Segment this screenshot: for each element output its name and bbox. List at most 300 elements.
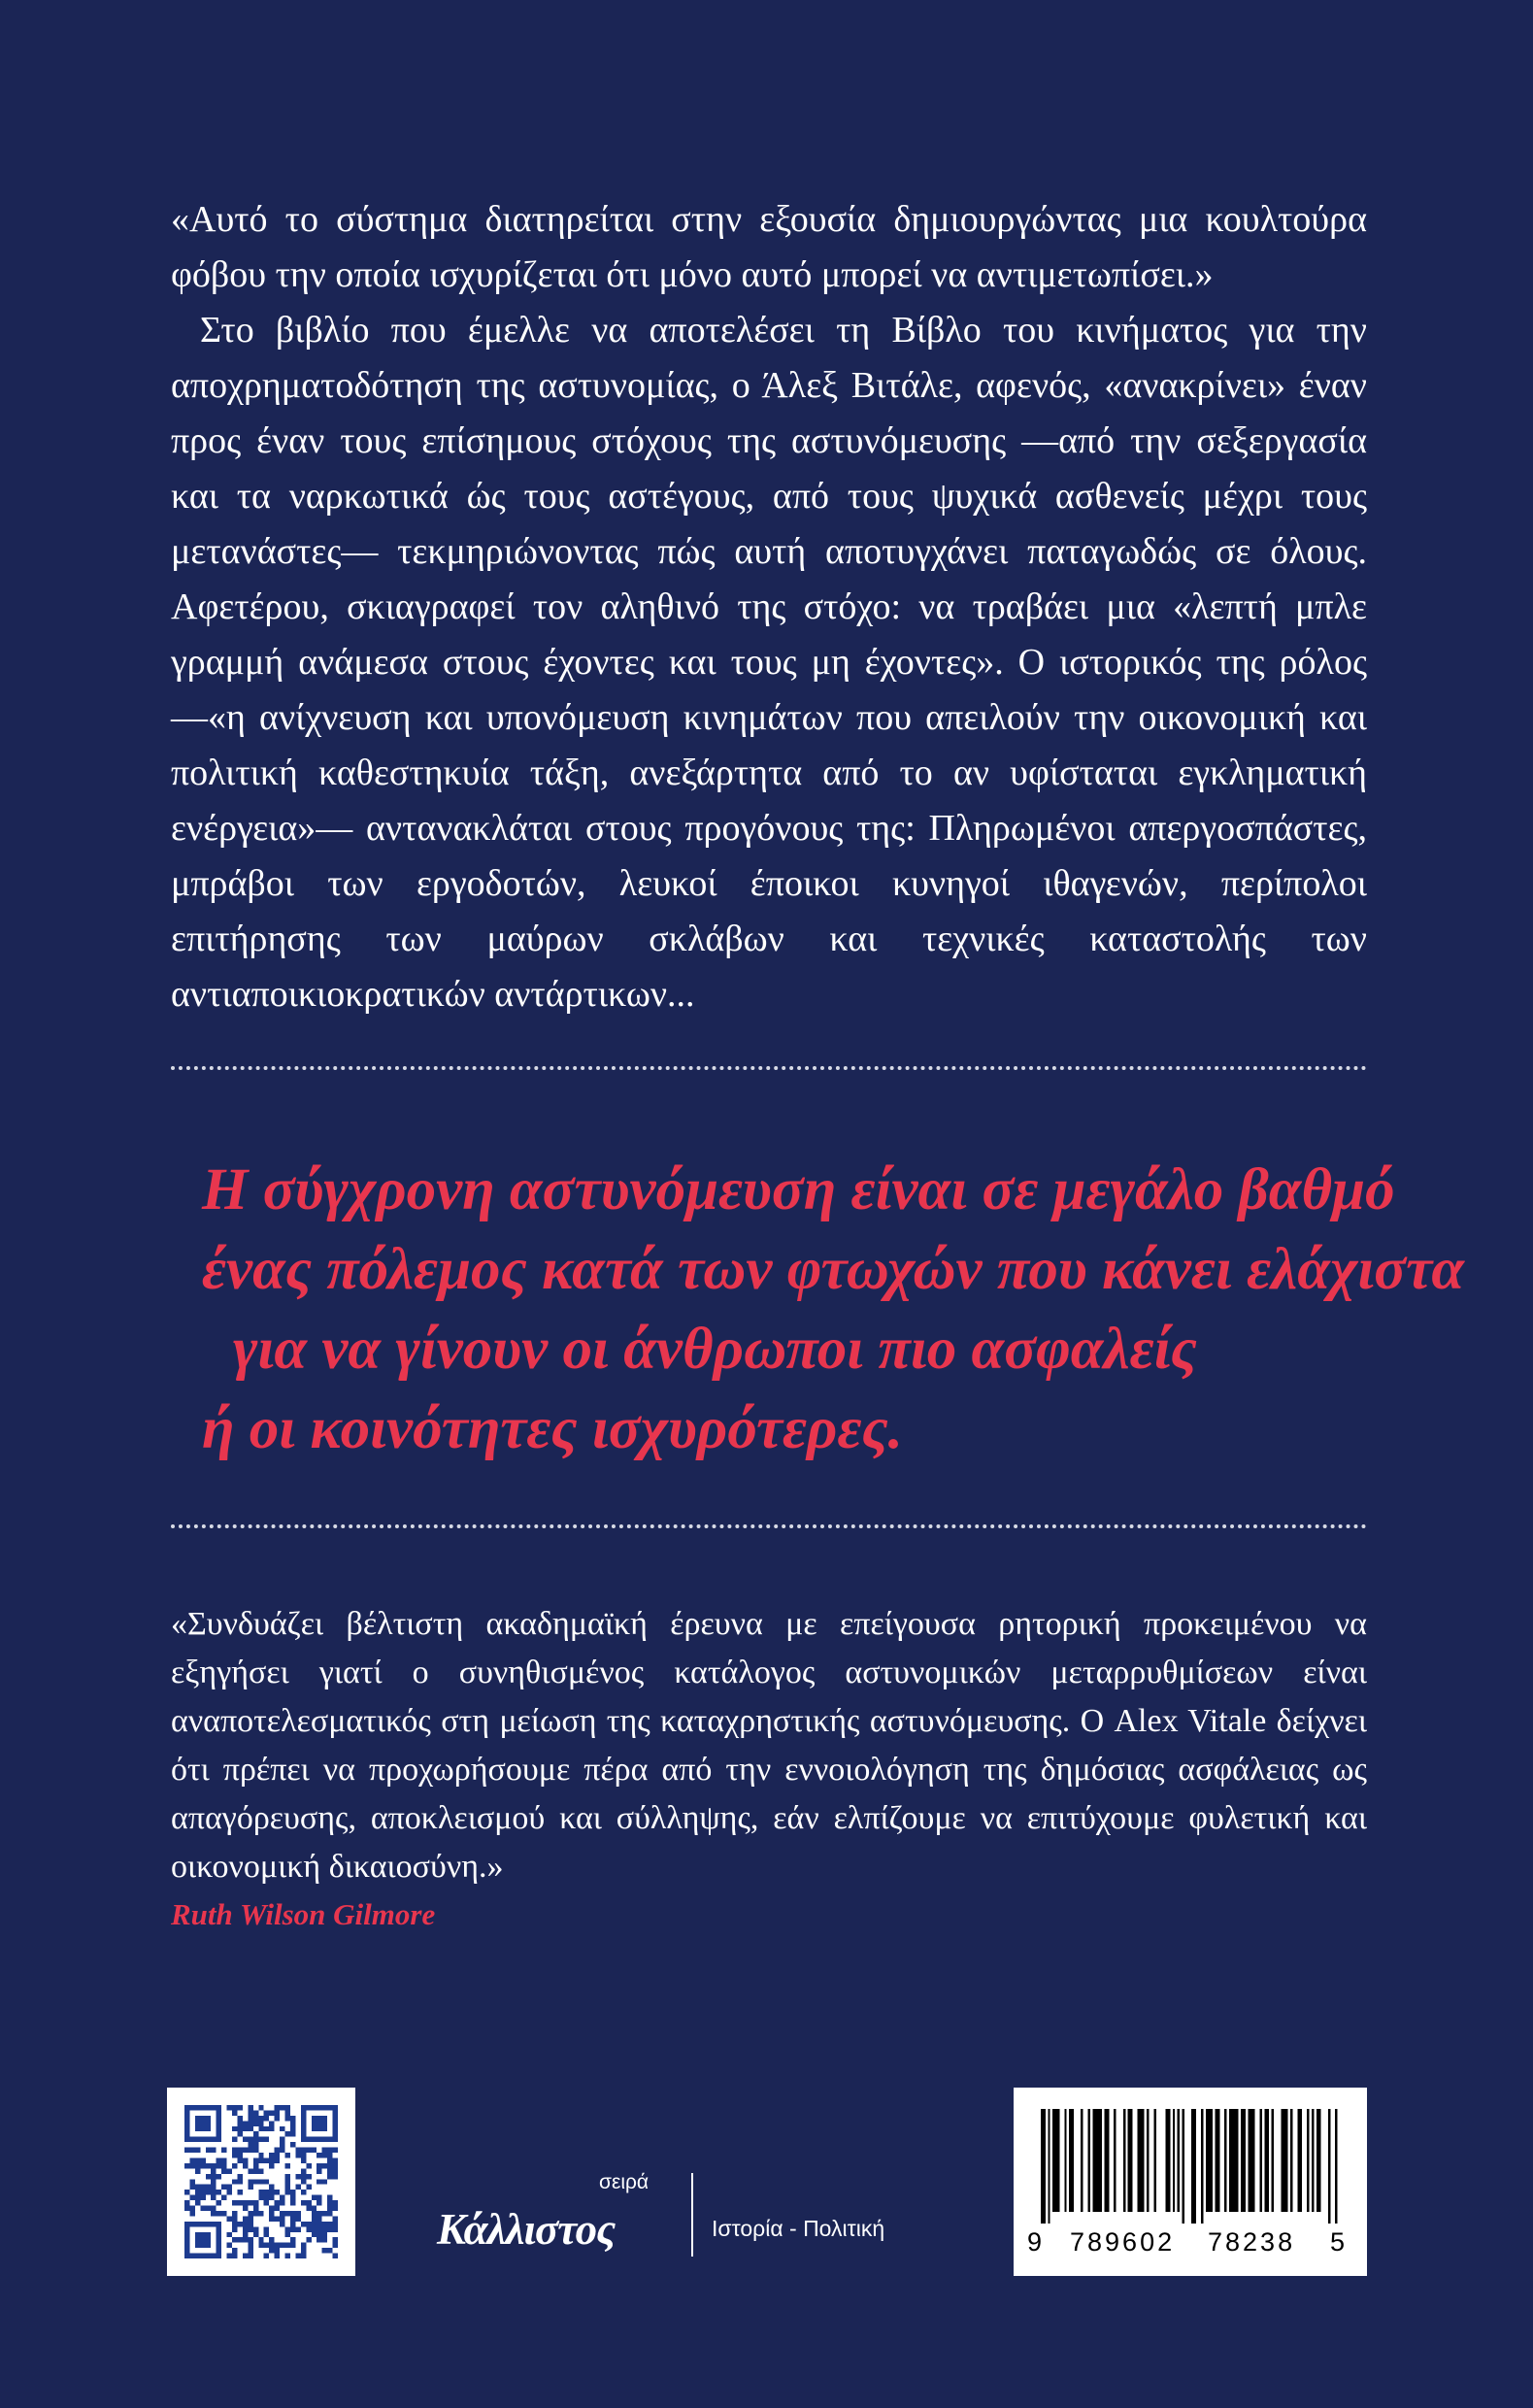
qr-module (200, 2126, 205, 2131)
barcode-bar (1114, 2109, 1116, 2212)
qr-module (237, 2153, 242, 2157)
qr-module (290, 2190, 295, 2194)
qr-module (232, 2254, 237, 2258)
qr-module (264, 2254, 269, 2258)
qr-module (258, 2211, 263, 2216)
qr-module (327, 2222, 332, 2226)
qr-module (295, 2226, 300, 2231)
qr-module (333, 2222, 338, 2226)
qr-module (317, 2195, 321, 2200)
qr-module (217, 2110, 221, 2115)
qr-module (221, 2195, 226, 2200)
barcode-bar (1088, 2109, 1090, 2212)
qr-module (217, 2157, 221, 2162)
qr-module (206, 2116, 211, 2121)
qr-module (206, 2163, 211, 2168)
qr-module (184, 2243, 189, 2248)
qr-module (295, 2153, 300, 2157)
qr-module (195, 2190, 200, 2194)
qr-module (312, 2226, 317, 2231)
qr-module (248, 2200, 252, 2205)
qr-module (200, 2137, 205, 2142)
qr-module (322, 2211, 327, 2216)
review-attribution: Ruth Wilson Gilmore (171, 1897, 436, 1931)
qr-module (184, 2232, 189, 2237)
qr-code (167, 2088, 355, 2276)
qr-module (290, 2226, 295, 2231)
qr-module (211, 2195, 216, 2200)
qr-module (248, 2116, 252, 2121)
pull-quote-line-3: για να γίνουν οι άνθρωποι πιο ασφαλείς (233, 1317, 1197, 1382)
qr-module (285, 2254, 290, 2258)
qr-module (206, 2126, 211, 2131)
qr-module (248, 2121, 252, 2125)
barcode-bar (1128, 2109, 1133, 2212)
qr-module (269, 2216, 274, 2221)
qr-module (333, 2126, 338, 2131)
qr-module (217, 2126, 221, 2131)
qr-module (333, 2216, 338, 2221)
qr-module (290, 2222, 295, 2226)
qr-module (327, 2148, 332, 2153)
barcode-bar (1260, 2109, 1262, 2212)
qr-module (327, 2248, 332, 2253)
qr-module (253, 2131, 258, 2136)
barcode-bar (1183, 2109, 1184, 2224)
qr-module (290, 2200, 295, 2205)
qr-module (211, 2185, 216, 2190)
qr-module (312, 2137, 317, 2142)
qr-module (189, 2157, 194, 2162)
qr-module (206, 2185, 211, 2190)
blurb-body: Στο βιβλίο που έμελλε να αποτελέσει τη Βίβλο του κινήματος για την αποχρηματοδότηση της αστυνομίας, ο Άλεξ Βιτάλε, αφενός, «ανακρίνει» έναν προς έναν τους επίσημους στόχους της αστυνόμευσης —από την σεξεργασία και τα ναρκωτικά ώς τους αστέγους, από τους ψυχικά ασθενείς μέχρι τους μετανάστες— τεκμηριώνοντας πώς αυτή αποτυγχάνει παταγωδώς σε όλους. Αφετέρου, σκιαγραφεί τον αληθινό της στόχο: να τραβάει μια «λεπτή μπλε γραμμή ανάμεσα στους έχοντες και τους μη έχοντες». Ο ιστορικός της ρόλος —«η ανίχνευση και υπονόμευση κινημάτων που απειλούν την οικονομική και πολιτική καθεστηκυία τάξη, ανεξάρτητα από το αν υφίσταται εγκληματική ενέργεια»— αντανακλάται στους προγόνους της: Πληρωμένοι απεργοσπάστες, μπράβοι των εργοδοτών, λευκοί έποικοι κυνηγοί ιθαγενών, περίπολοι επιτήρησης των μαύρων σκλάβων και τεχνικές καταστολής των αντιαποικιοκρατικών αντάρτικων... (171, 310, 1367, 1015)
qr-module (237, 2148, 242, 2153)
qr-module (200, 2206, 205, 2211)
qr-module (264, 2195, 269, 2200)
qr-module (184, 2237, 189, 2242)
barcode-bar (1104, 2109, 1109, 2212)
qr-module (285, 2110, 290, 2115)
qr-module (264, 2116, 269, 2121)
qr-module (322, 2153, 327, 2157)
barcode-digits-right: 78238 (1208, 2227, 1296, 2257)
qr-module (217, 2105, 221, 2110)
qr-module (264, 2179, 269, 2184)
qr-module (280, 2195, 284, 2200)
qr-module (275, 2243, 280, 2248)
qr-module (184, 2105, 189, 2110)
qr-module (312, 2116, 317, 2121)
blurb-quote: «Αυτό το σύστημα διατηρείται στην εξουσία δημιουργώντας μια κουλτούρα φόβου την οποία ισχυρίζεται ότι μόνο αυτό μπορεί να αντιμετωπίσει.» (171, 199, 1367, 295)
qr-module (211, 2105, 216, 2110)
qr-module (227, 2216, 232, 2221)
qr-module (269, 2237, 274, 2242)
qr-module (290, 2121, 295, 2125)
qr-module (217, 2116, 221, 2121)
qr-module (217, 2131, 221, 2136)
qr-module (285, 2163, 290, 2168)
barcode-bar (1224, 2109, 1226, 2212)
barcode-bar (1166, 2109, 1171, 2212)
qr-module (221, 2185, 226, 2190)
qr-module (301, 2110, 306, 2115)
qr-module (195, 2121, 200, 2125)
qr-module (184, 2137, 189, 2142)
qr-module (211, 2190, 216, 2194)
qr-module (264, 2243, 269, 2248)
qr-module (232, 2211, 237, 2216)
qr-module (232, 2148, 237, 2153)
qr-module (200, 2157, 205, 2162)
qr-module (184, 2131, 189, 2136)
barcode-bar (1281, 2109, 1287, 2212)
barcode-bar (1041, 2109, 1046, 2224)
qr-module (211, 2148, 216, 2153)
qr-module (248, 2137, 252, 2142)
barcode-bar (1147, 2109, 1149, 2212)
qr-module (280, 2126, 284, 2131)
qr-module (232, 2153, 237, 2157)
qr-module (312, 2211, 317, 2216)
qr-module (264, 2110, 269, 2115)
qr-module (312, 2121, 317, 2125)
qr-module (248, 2148, 252, 2153)
qr-module (189, 2185, 194, 2190)
barcode-bar (1153, 2109, 1155, 2212)
barcode-bar (1248, 2109, 1254, 2212)
qr-module (285, 2174, 290, 2179)
qr-module (290, 2243, 295, 2248)
qr-module (248, 2216, 252, 2221)
qr-module (195, 2157, 200, 2162)
pull-quote-line-2: ένας πόλεμος κατά των φτωχών που κάνει ελάχιστα (202, 1237, 1465, 1302)
barcode-digit-check: 5 (1330, 2227, 1346, 2257)
qr-module (290, 2237, 295, 2242)
qr-module (317, 2163, 321, 2168)
qr-module (317, 2137, 321, 2142)
qr-module (243, 2126, 248, 2131)
qr-module (211, 2222, 216, 2226)
barcode-bar (1206, 2109, 1213, 2212)
qr-module (206, 2148, 211, 2153)
qr-module (258, 2126, 263, 2131)
qr-module (243, 2157, 248, 2162)
qr-module (301, 2254, 306, 2258)
qr-module (243, 2206, 248, 2211)
qr-module (327, 2195, 332, 2200)
qr-module (327, 2226, 332, 2231)
qr-module (217, 2211, 221, 2216)
qr-module (189, 2206, 194, 2211)
qr-module (200, 2254, 205, 2258)
qr-module (301, 2168, 306, 2173)
qr-module (317, 2121, 321, 2125)
qr-module (312, 2222, 317, 2226)
qr-module (243, 2148, 248, 2153)
qr-module (306, 2148, 311, 2153)
qr-module (184, 2248, 189, 2253)
qr-module (211, 2137, 216, 2142)
qr-module (306, 2185, 311, 2190)
publisher-divider (691, 2173, 693, 2257)
qr-module (189, 2195, 194, 2200)
publisher-block (427, 2165, 932, 2282)
barcode-bar (1201, 2109, 1203, 2224)
qr-module (327, 2137, 332, 2142)
qr-module (275, 2148, 280, 2153)
qr-module (253, 2168, 258, 2173)
qr-module (269, 2121, 274, 2125)
isbn-barcode (1014, 2088, 1367, 2276)
qr-module (327, 2174, 332, 2179)
qr-module (195, 2195, 200, 2200)
qr-module (237, 2222, 242, 2226)
qr-module (306, 2200, 311, 2205)
qr-module (306, 2237, 311, 2242)
qr-module (280, 2222, 284, 2226)
qr-module (253, 2121, 258, 2125)
barcode-digits (1014, 2227, 1367, 2266)
qr-module (322, 2126, 327, 2131)
qr-module (275, 2153, 280, 2157)
qr-module (312, 2206, 317, 2211)
qr-module (285, 2185, 290, 2190)
qr-module (280, 2200, 284, 2205)
qr-module (333, 2243, 338, 2248)
qr-module (333, 2157, 338, 2162)
qr-module (269, 2248, 274, 2253)
qr-module (280, 2216, 284, 2221)
qr-module (317, 2153, 321, 2157)
series-category: Ιστορία - Πολιτική (712, 2216, 885, 2241)
qr-module (195, 2254, 200, 2258)
qr-module (322, 2148, 327, 2153)
qr-module (211, 2163, 216, 2168)
qr-module (237, 2200, 242, 2205)
qr-module (269, 2206, 274, 2211)
qr-module (221, 2168, 226, 2173)
barcode-bar (1069, 2109, 1074, 2212)
qr-module (264, 2226, 269, 2231)
qr-module (200, 2105, 205, 2110)
qr-module (269, 2153, 274, 2157)
qr-module (232, 2237, 237, 2242)
qr-module (295, 2185, 300, 2190)
qr-module (253, 2206, 258, 2211)
qr-module (248, 2254, 252, 2258)
qr-module (184, 2206, 189, 2211)
qr-module (243, 2163, 248, 2168)
qr-module (253, 2148, 258, 2153)
qr-module (253, 2110, 258, 2115)
qr-module (243, 2254, 248, 2258)
pull-quote-line-4: ή οι κοινότητες ισχυρότερες. (202, 1396, 903, 1461)
qr-module (206, 2190, 211, 2194)
barcode-bar (1307, 2109, 1309, 2212)
qr-module (280, 2137, 284, 2142)
barcode-bar (1297, 2109, 1302, 2212)
qr-module (301, 2148, 306, 2153)
qr-module (206, 2174, 211, 2179)
qr-module (189, 2137, 194, 2142)
qr-module (206, 2254, 211, 2258)
qr-module (237, 2131, 242, 2136)
qr-module (189, 2222, 194, 2226)
qr-module (264, 2126, 269, 2131)
qr-module (285, 2211, 290, 2216)
qr-module (264, 2157, 269, 2162)
review-text: «Συνδυάζει βέλτιστη ακαδημαϊκή έρευνα με επείγουσα ρητορική προκειμένου να εξηγήσει γιατί ο συνηθισμένος κατάλογος αστυνομικών μεταρρυθμίσεων είναι αναποτελεσματικός στη μείωση της καταχρηστικής αστυνόμευσης. Ο Alex Vitale δείχνει ότι πρέπει να προχωρήσουμε πέρα από την εννοιολόγηση της δημόσιας ασφάλειας ως απαγόρευσης, αποκλεισμού και σύλληψης, εάν ελπίζουμε να επιτύχουμε φυλετική και οικονομική δικαιοσύνη.» (171, 1606, 1367, 1885)
qr-module (290, 2195, 295, 2200)
qr-module (322, 2105, 327, 2110)
qr-module (258, 2116, 263, 2121)
qr-module (301, 2126, 306, 2131)
qr-module (285, 2131, 290, 2136)
qr-module (243, 2216, 248, 2221)
barcode-bar (1191, 2109, 1196, 2224)
qr-module (217, 2226, 221, 2231)
qr-module (322, 2121, 327, 2125)
qr-module (253, 2142, 258, 2147)
qr-module (217, 2121, 221, 2125)
barcode-bar (1241, 2109, 1246, 2212)
qr-module (258, 2195, 263, 2200)
qr-module (275, 2254, 280, 2258)
qr-module (264, 2232, 269, 2237)
qr-module (248, 2179, 252, 2184)
qr-module (275, 2248, 280, 2253)
series-label: σειρά (599, 2171, 650, 2193)
qr-module (333, 2237, 338, 2242)
qr-module (258, 2190, 263, 2194)
qr-module (206, 2121, 211, 2125)
qr-module (211, 2179, 216, 2184)
qr-module (253, 2179, 258, 2184)
qr-module (211, 2254, 216, 2258)
qr-module (248, 2248, 252, 2253)
qr-module (301, 2157, 306, 2162)
barcode-bar (1048, 2109, 1050, 2224)
barcode-bars (1041, 2109, 1340, 2224)
qr-module (206, 2222, 211, 2226)
qr-module (232, 2126, 237, 2131)
qr-module (333, 2200, 338, 2205)
qr-module (312, 2126, 317, 2131)
qr-module (211, 2211, 216, 2216)
qr-module (290, 2126, 295, 2131)
qr-module (269, 2157, 274, 2162)
qr-module (322, 2248, 327, 2253)
qr-module (264, 2200, 269, 2205)
qr-module (184, 2126, 189, 2131)
qr-module (200, 2243, 205, 2248)
qr-module (275, 2110, 280, 2115)
dotted-divider-bottom (171, 1524, 1367, 1528)
qr-module (211, 2168, 216, 2173)
qr-module (333, 2121, 338, 2125)
qr-module (301, 2179, 306, 2184)
barcode-bar (1052, 2109, 1059, 2212)
qr-module (301, 2121, 306, 2125)
qr-module (327, 2105, 332, 2110)
qr-module (269, 2243, 274, 2248)
qr-module (184, 2116, 189, 2121)
qr-module (317, 2211, 321, 2216)
qr-module (184, 2254, 189, 2258)
qr-module (290, 2116, 295, 2121)
barcode-bar (1264, 2109, 1269, 2212)
qr-module (248, 2222, 252, 2226)
qr-module (312, 2216, 317, 2221)
pull-quote-line-1: Η σύγχρονη αστυνόμευση είναι σε μεγάλο βαθμό (202, 1157, 1395, 1222)
qr-module (206, 2243, 211, 2248)
qr-module (285, 2190, 290, 2194)
qr-module (333, 2131, 338, 2136)
qr-module (195, 2185, 200, 2190)
qr-module (269, 2211, 274, 2216)
qr-module (301, 2153, 306, 2157)
qr-module (327, 2157, 332, 2162)
qr-module (243, 2232, 248, 2237)
qr-module (248, 2185, 252, 2190)
qr-module (285, 2243, 290, 2248)
qr-module (184, 2121, 189, 2125)
qr-module (206, 2232, 211, 2237)
qr-module (195, 2232, 200, 2237)
qr-module (285, 2153, 290, 2157)
qr-module (301, 2248, 306, 2253)
qr-module (295, 2254, 300, 2258)
qr-module (280, 2211, 284, 2216)
qr-module (322, 2116, 327, 2121)
qr-module (200, 2185, 205, 2190)
qr-module (317, 2222, 321, 2226)
qr-module (290, 2211, 295, 2216)
qr-module (217, 2232, 221, 2237)
blurb (171, 192, 1367, 1022)
qr-module (243, 2222, 248, 2226)
qr-module (200, 2163, 205, 2168)
qr-module (312, 2195, 317, 2200)
qr-module (327, 2211, 332, 2216)
qr-module (275, 2116, 280, 2121)
qr-module (184, 2200, 189, 2205)
qr-module (195, 2200, 200, 2205)
qr-module (248, 2142, 252, 2147)
qr-module (290, 2142, 295, 2147)
barcode-bar (1272, 2109, 1274, 2212)
qr-module (195, 2116, 200, 2121)
qr-module (243, 2137, 248, 2142)
qr-module (333, 2206, 338, 2211)
qr-module (195, 2168, 200, 2173)
qr-module (232, 2222, 237, 2226)
qr-module (317, 2200, 321, 2205)
qr-module (195, 2163, 200, 2168)
qr-module (280, 2243, 284, 2248)
qr-module (301, 2137, 306, 2142)
qr-module (301, 2116, 306, 2121)
qr-module (200, 2190, 205, 2194)
barcode-digits-left: 789602 (1070, 2227, 1176, 2257)
qr-module (184, 2190, 189, 2194)
qr-module (217, 2248, 221, 2253)
qr-module (333, 2168, 338, 2173)
qr-module (306, 2163, 311, 2168)
qr-module (184, 2110, 189, 2115)
qr-module (217, 2222, 221, 2226)
qr-module (232, 2137, 237, 2142)
